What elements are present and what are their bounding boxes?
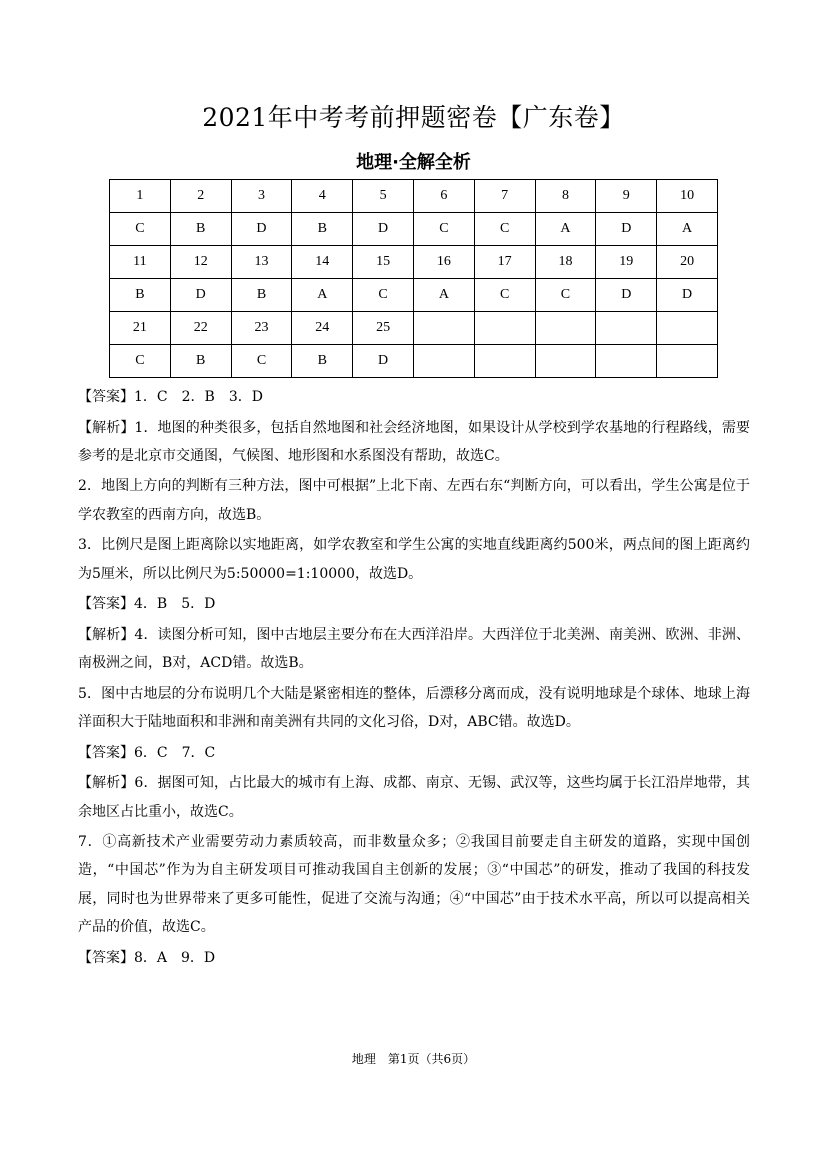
answer-cell [535,345,596,378]
answer-cell: D [353,213,414,246]
answer-line: 【答案】4．B 5．D [78,596,216,613]
question-number-cell: 3 [231,180,292,213]
table-row [110,180,718,213]
table-row [110,246,718,279]
page-subtitle: 地理·全解全析 [356,152,471,173]
question-number-cell: 13 [231,246,292,279]
answer-line: 【答案】6．C 7．C [78,744,216,761]
explanation-paragraph: 2．地图上方向的判断有三种方法，图中可根据”上北下南、左西右东“判断方向，可以看出，学生公寓是位于学农教室的西南方向，故选B。 [78,478,750,523]
question-number-cell: 16 [413,246,474,279]
question-number-cell: 21 [110,312,171,345]
answer-cell: C [353,279,414,312]
question-number-cell: 25 [353,312,414,345]
question-number-cell: 11 [110,246,171,279]
table-row [110,312,718,345]
question-number-cell [596,312,657,345]
answer-cell: D [170,279,231,312]
question-number-cell: 14 [292,246,353,279]
answer-cell: A [292,279,353,312]
answer-cell: C [231,345,292,378]
explanation-body [78,383,750,974]
answer-line: 【答案】8．A 9．D [78,949,216,966]
answer-cell [596,345,657,378]
table-row [110,345,718,378]
explanation-paragraph: 【解析】6．据图可知，占比最大的城市有上海、成都、南京、无锡、武汉等，这些均属于长江沿岸地带，其余地区占比重小，故选C。 [78,775,750,820]
answer-cell: B [292,213,353,246]
answer-cell: A [535,213,596,246]
question-number-cell: 10 [657,180,718,213]
question-number-cell: 22 [170,312,231,345]
answer-table [109,179,718,378]
answer-cell: C [474,213,535,246]
answer-cell: D [353,345,414,378]
question-number-cell [413,312,474,345]
question-number-cell: 4 [292,180,353,213]
answer-cell: B [170,213,231,246]
explanation-paragraph: 【解析】1．地图的种类很多，包括自然地图和社会经济地图，如果设计从学校到学农基地的行程路线，需要参考的是北京市交通图，气候图、地形图和水系图没有帮助，故选C。 [78,419,750,464]
answer-cell: D [231,213,292,246]
answer-cell: A [413,279,474,312]
question-number-cell: 8 [535,180,596,213]
question-number-cell: 5 [353,180,414,213]
question-number-cell [474,312,535,345]
question-number-cell: 23 [231,312,292,345]
question-number-cell [535,312,596,345]
question-number-cell: 9 [596,180,657,213]
table-row [110,279,718,312]
answer-cell: C [110,213,171,246]
answer-cell: B [292,345,353,378]
answer-cell: D [596,279,657,312]
question-number-cell: 17 [474,246,535,279]
question-number-cell: 24 [292,312,353,345]
question-number-cell: 7 [474,180,535,213]
question-number-cell: 2 [170,180,231,213]
answer-cell: C [474,279,535,312]
page-title: 2021年中考考前押题密卷【广东卷】 [202,103,625,132]
explanation-paragraph: 5．图中古地层的分布说明几个大陆是紧密相连的整体，后漂移分离而成，没有说明地球是个球体、地球上海洋面积大于陆地面积和非洲和南美洲有共同的文化习俗，D对，ABC错。故选D。 [78,685,750,731]
answer-cell [657,345,718,378]
explanation-paragraph: 7．①高新技术产业需要劳动力素质较高，而非数量众多；②我国目前要走自主研发的道路，实现中国创造，“中国芯”作为为自主研发项目可推动我国自主创新的发展；③“中国芯”的研发，推动了我国的科技发展，同时也为世界带来了更多可能性，促进了交流与沟通；④“中国芯”由于技术水平高，所以可以提高相关产品的价值，故选C。 [78,834,750,936]
answer-cell: D [596,213,657,246]
answer-line: 【答案】1．C 2．B 3．D [78,389,263,405]
question-number-cell: 20 [657,246,718,279]
answer-cell: D [657,279,718,312]
explanation-paragraph: 3．比例尺是图上距离除以实地距离，如学农教室和学生公寓的实地直线距离约500米，两点间的图上距离约为5厘米，所以比例尺为5:50000=1:10000，故选D。 [78,537,750,582]
page-footer: 地理 第1页（共6页） [351,1052,476,1066]
question-number-cell [657,312,718,345]
answer-cell [413,345,474,378]
question-number-cell: 19 [596,246,657,279]
question-number-cell: 18 [535,246,596,279]
question-number-cell: 6 [413,180,474,213]
answer-cell: B [170,345,231,378]
answer-cell: C [413,213,474,246]
table-row [110,213,718,246]
explanation-paragraph: 【解析】4．读图分析可知，图中古地层主要分布在大西洋沿岸。大西洋位于北美洲、南美洲、欧洲、非洲、南极洲之间，B对，ACD错。故选B。 [78,626,750,672]
answer-cell: B [110,279,171,312]
answer-cell: C [535,279,596,312]
answer-cell [474,345,535,378]
question-number-cell: 12 [170,246,231,279]
question-number-cell: 15 [353,246,414,279]
answer-cell: C [110,345,171,378]
answer-cell: A [657,213,718,246]
question-number-cell: 1 [110,180,171,213]
answer-cell: B [231,279,292,312]
